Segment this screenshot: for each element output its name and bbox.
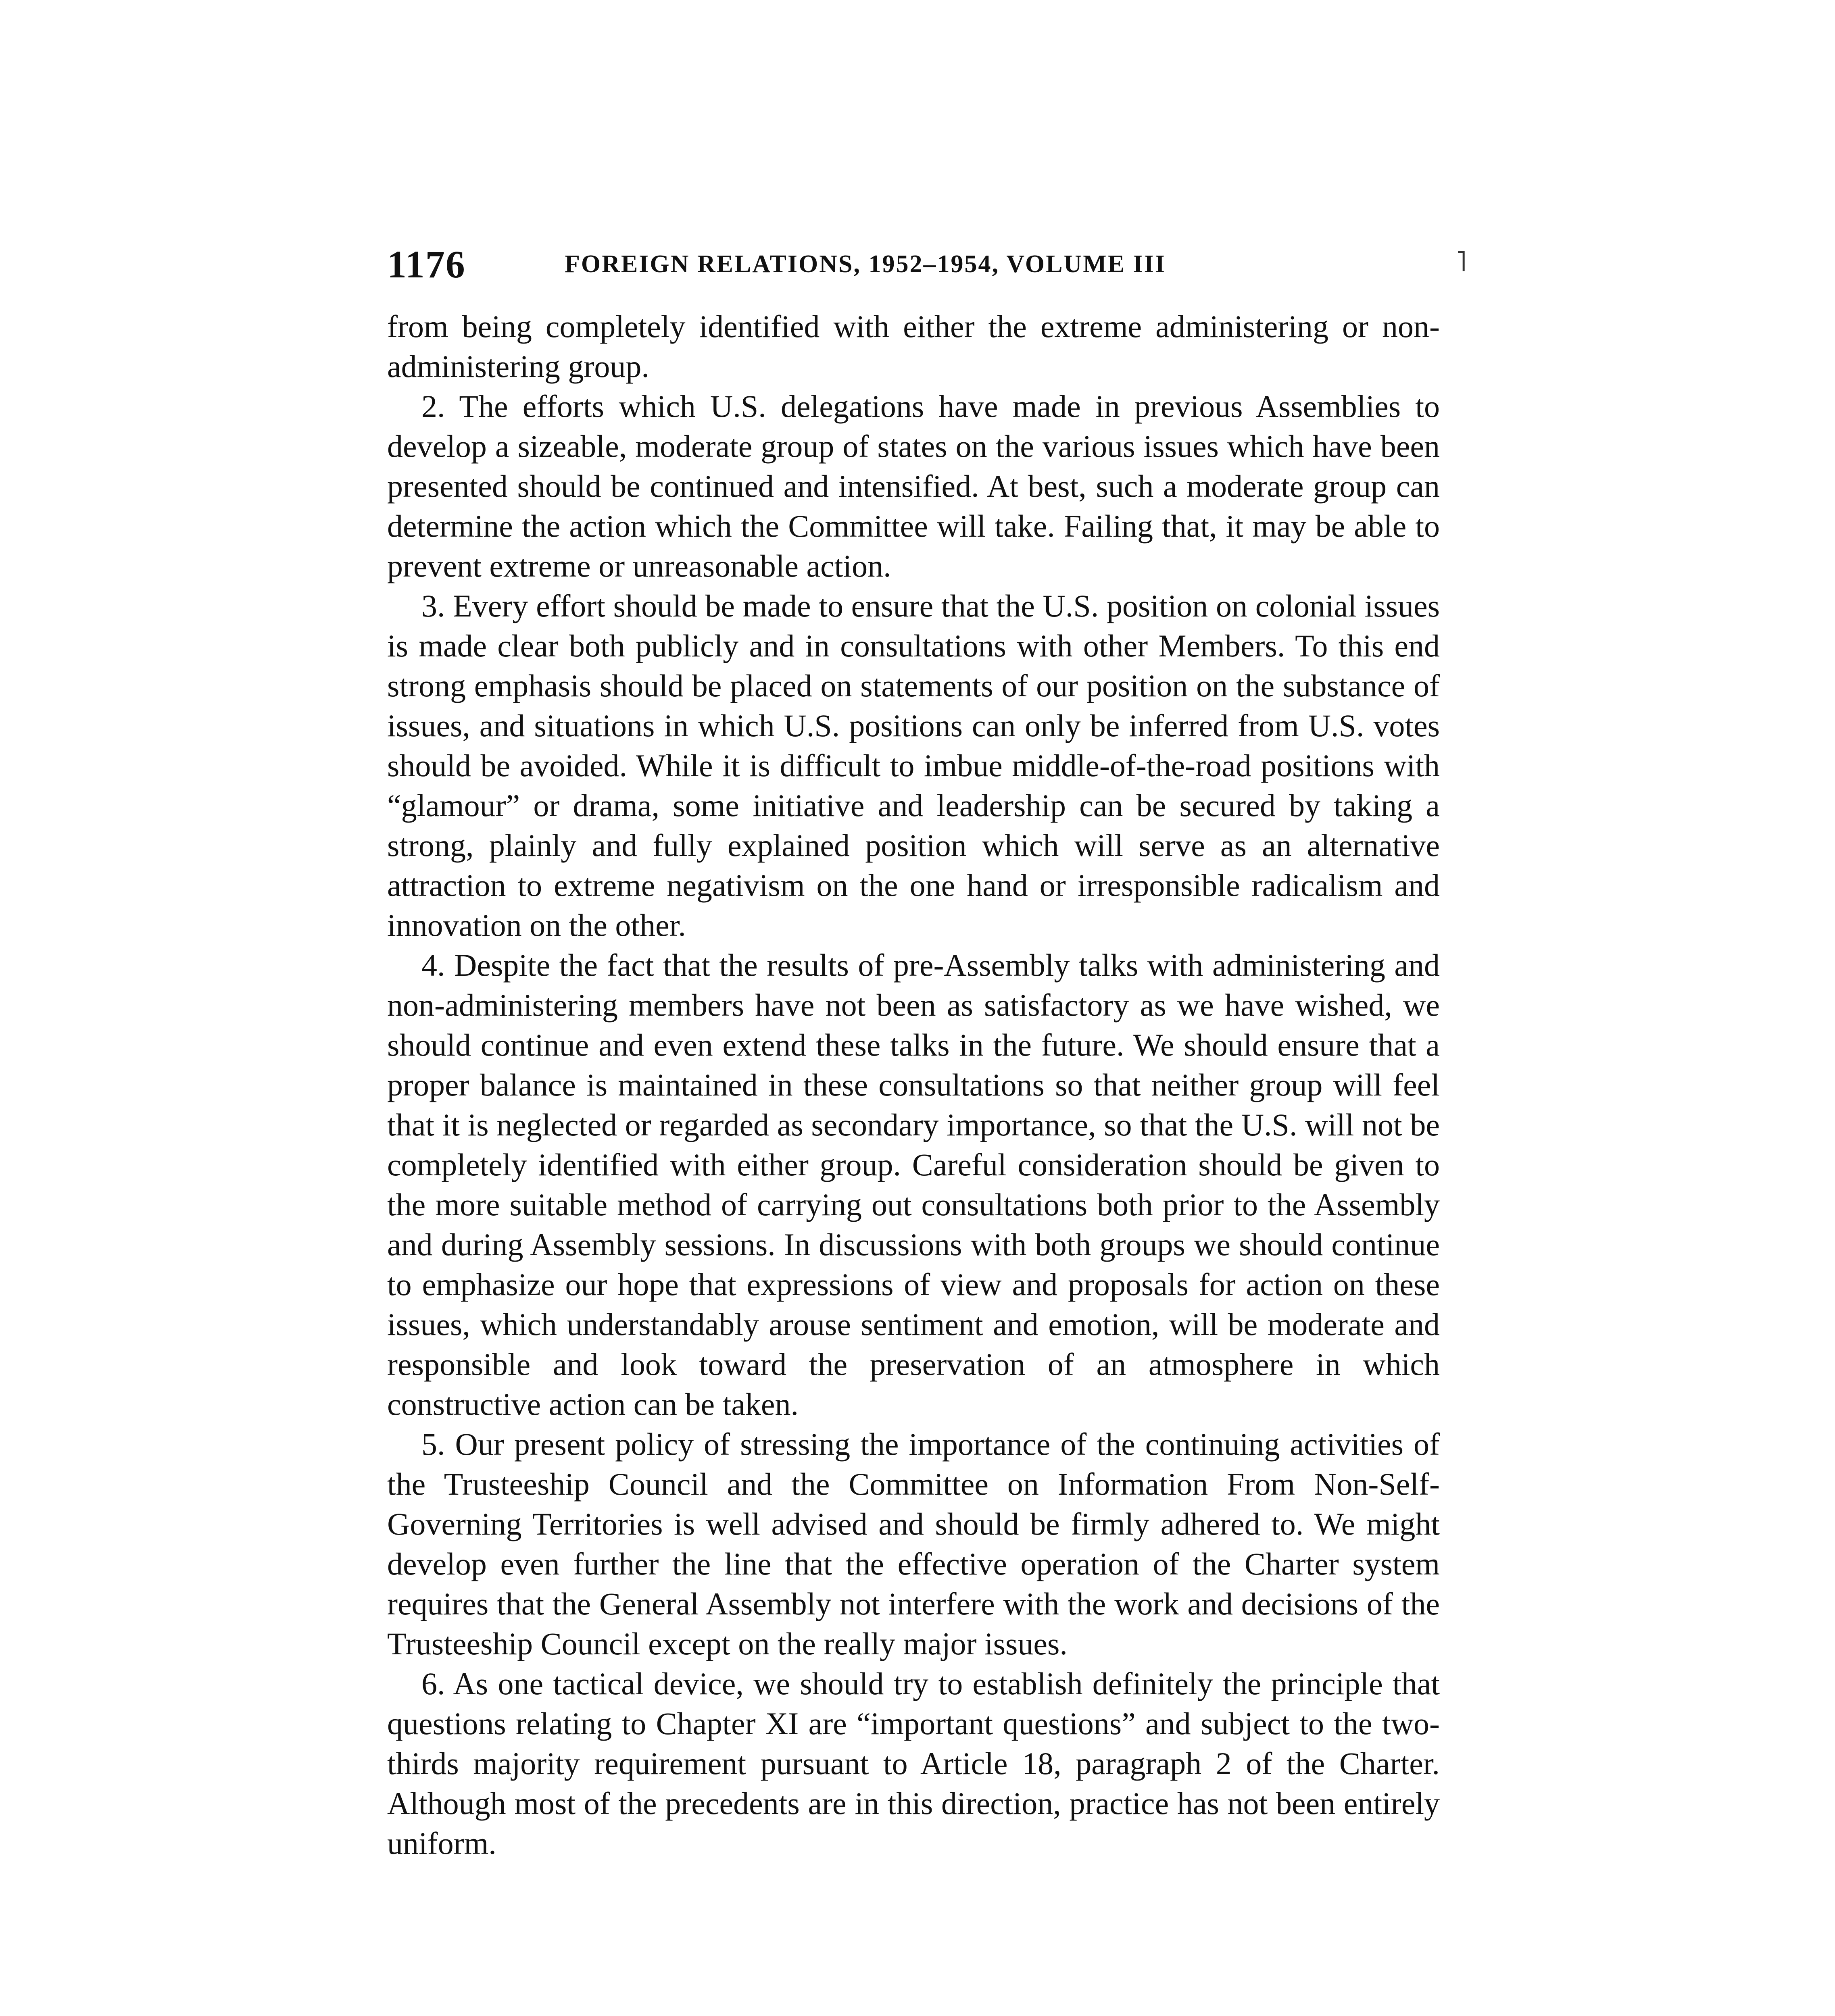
corner-mark: ˥: [1456, 246, 1467, 277]
paragraph-5: 5. Our present policy of stressing the importance of the continuing activities of the Trusteeship Council and the Committee on Information From Non-Self-Governing Territories is well advised and should be firmly adhered to. We might develop even further the line that the effective operation of the Charter system requires that the General Assembly not interfere with the work and decisions of the Trusteeship Council except on the really major issues.: [387, 1427, 1440, 1661]
body-text: [387, 306, 1440, 1863]
paragraph-6: 6. As one tactical device, we should try to establish definitely the principle that questions relating to Chapter XI are “important questions” and subject to the two-thirds majority requirement pursuant to Article 18, paragraph 2 of the Charter. Although most of the precedents are in this direction, practice has not been entirely uniform.: [387, 1666, 1440, 1861]
page-header: [387, 242, 1468, 298]
paragraph-4: 4. Despite the fact that the results of pre-Assembly talks with administering and non-administering members have not been as satisfactory as we have wished, we should continue and even extend these talks in the future. We should ensure that a proper balance is maintained in these consultations so that neither group will feel that it is neglected or regarded as secondary importance, so that the U.S. will not be completely identified with either group. Careful consideration should be given to the more suitable method of carrying out consultations both prior to the Assembly and during Assembly sessions. In discussions with both groups we should continue to emphasize our hope that expressions of view and proposals for action on these issues, which understandably arouse sentiment and emotion, will be moderate and responsible and look toward the preservation of an atmosphere in which constructive action can be taken.: [387, 948, 1440, 1422]
paragraph-3: 3. Every effort should be made to ensure that the U.S. position on colonial issues is made clear both publicly and in consultations with other Members. To this end strong emphasis should be placed on statements of our position on the substance of issues, and situations in which U.S. positions can only be inferred from U.S. votes should be avoided. While it is difficult to imbue middle-of-the-road positions with “glamour” or drama, some initiative and leadership can be secured by taking a strong, plainly and fully explained position which will serve as an alternative attraction to extreme negativism on the one hand or irresponsible radicalism and innovation on the other.: [387, 588, 1440, 943]
paragraph-continuation: from being completely identified with either the extreme administering or non-administering group.: [387, 309, 1440, 384]
paragraph-2: 2. The efforts which U.S. delegations have made in previous Assemblies to develop a sizeable, moderate group of states on the various issues which have been presented should be continued and intensified. At best, such a moderate group can determine the action which the Committee will take. Failing that, it may be able to prevent extreme or unreasonable action.: [387, 389, 1440, 583]
running-head: FOREIGN RELATIONS, 1952–1954, VOLUME III: [565, 250, 1166, 278]
page-number: 1176: [387, 243, 466, 286]
